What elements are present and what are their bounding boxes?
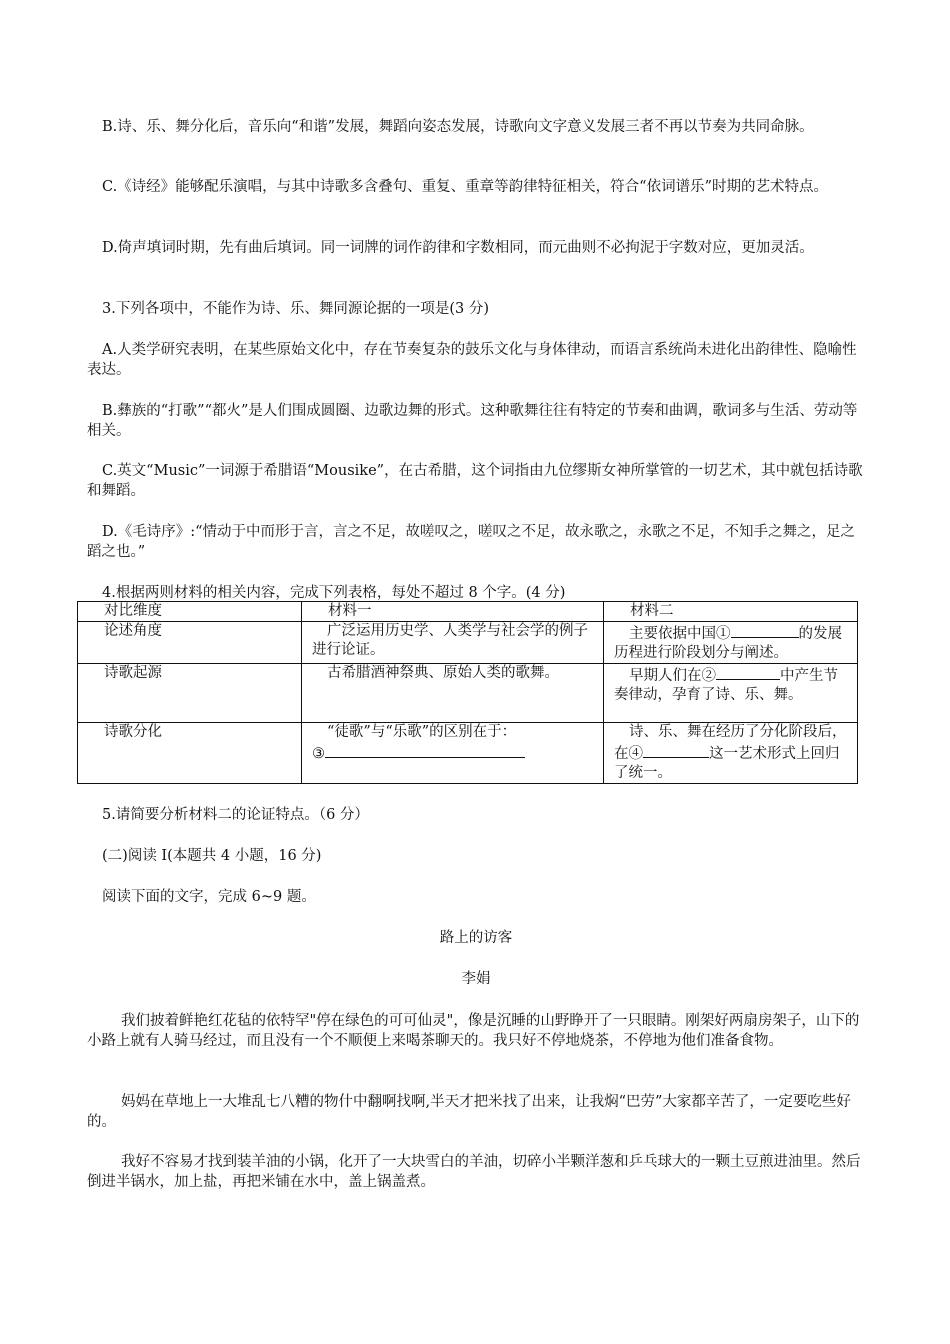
option-d: D.倚声填词时期，先有曲后填词。同一词牌的词作韵律和字数相同，而元曲则不必拘泥于字数对应，更加灵活。: [102, 240, 814, 256]
cell-text: 诗、乐、舞在经历了分化阶段后，在④: [614, 724, 847, 762]
table-cell-material-1: [302, 723, 604, 784]
table-row: [78, 723, 858, 784]
question-3-option-b: B.彝族的“打歌”“都火”是人们围成圆圈、边歌边舞的形式。这种歌舞往往有特定的节奏和曲调，歌词多与生活、劳动等相关。: [87, 403, 858, 439]
question-3-option-c: C.英文“Music”一词源于希腊语“Mousike”，在古希腊，这个词指由九位缪斯女神所掌管的一切艺术，其中就包括诗歌和舞蹈。: [87, 463, 863, 499]
story-paragraph: 我们披着鲜艳红花毡的依特罕"停在绿色的可可仙灵"，像是沉睡的山野睁开了一只眼睛。刚架好两扇房架子，山下的小路上就有人骑马经过，而且没有一个不顺便上来喝茶聊天的。我只好不停地烧茶，不停地为他们准备食物。: [87, 1013, 860, 1049]
cell-text: 早期人们在②: [629, 668, 716, 684]
table-cell-material-2: [604, 664, 858, 723]
question-5: 5.请简要分析材料二的论证特点。（6 分）: [102, 807, 369, 823]
cell-text: 的发展历程进行阶段划分与阐述。: [614, 626, 842, 661]
table-row: [78, 622, 858, 664]
table-header-row: [78, 602, 858, 622]
question-3-stem: 3.下列各项中，不能作为诗、乐、舞同源论据的一项是(3 分): [102, 301, 489, 317]
answer-blank-4[interactable]: [643, 742, 709, 758]
table-header-cell: 材料二: [604, 602, 858, 622]
cell-text: 中产生节奏律动，孕育了诗、乐、舞。: [614, 668, 838, 703]
table-cell-material-2: [604, 622, 858, 664]
option-b: B.诗、乐、舞分化后，音乐向“和谐”发展，舞蹈向姿态发展，诗歌向文字意义发展三者不再以节奏为共同命脉。: [102, 119, 814, 135]
cell-text: ③: [312, 746, 325, 762]
story-paragraph: 我好不容易才找到装羊油的小锅，化开了一大块雪白的羊油，切碎小半颗洋葱和乒乓球大的一颗土豆煎进油里。然后倒进半锅水，加上盐，再把米铺在水中，盖上锅盖煮。: [87, 1154, 861, 1190]
reading-instruction: 阅读下面的文字，完成 6~9 题。: [102, 889, 316, 905]
cell-text: 这一艺术形式上回归了统一。: [614, 746, 840, 781]
table-header-cell: 材料一: [302, 602, 604, 622]
story-title: 路上的访客: [439, 930, 513, 946]
story-author: 李娟: [461, 971, 491, 987]
table-header-cell: 对比维度: [78, 602, 302, 622]
answer-blank-1[interactable]: [731, 622, 799, 638]
table-cell-dimension: 论述角度: [78, 622, 302, 664]
table-cell-dimension: 诗歌分化: [78, 723, 302, 784]
table-cell-material-1: 古希腊酒神祭典、原始人类的歌舞。: [302, 664, 604, 723]
cell-text: “徒歌”与“乐歌”的区别在于：: [327, 724, 517, 740]
answer-blank-3[interactable]: [325, 742, 525, 758]
option-c: C.《诗经》能够配乐演唱，与其中诗歌多含叠句、重复、重章等韵律特征相关，符合“依词谱乐”时期的艺术特点。: [102, 179, 829, 195]
question-3-option-a: A.人类学研究表明，在某些原始文化中，存在节奏复杂的鼓乐文化与身体律动，而语言系统尚未进化出韵律性、隐喻性表达。: [87, 342, 857, 378]
table-cell-material-1: 广泛运用历史学、人类学与社会学的例子进行论证。: [302, 622, 604, 664]
comparison-table: [77, 601, 858, 784]
question-4-stem: 4.根据两则材料的相关内容，完成下列表格，每处不超过 8 个字。(4 分): [102, 585, 566, 601]
table-cell-dimension: 诗歌起源: [78, 664, 302, 723]
question-3-option-d: D.《毛诗序》:“情动于中而形于言，言之不足，故嗟叹之，嗟叹之不足，故永歌之，永歌之不足，不知手之舞之，足之蹈之也。”: [87, 524, 856, 560]
story-paragraph: 妈妈在草地上一大堆乱七八糟的物什中翻啊找啊,半天才把米找了出来，让我焖“巴劳”大家都辛苦了，一定要吃些好的。: [87, 1094, 851, 1130]
answer-blank-2[interactable]: [716, 664, 780, 680]
cell-text: 主要依据中国①: [629, 626, 731, 642]
table-row: [78, 664, 858, 723]
table-cell-material-2: [604, 723, 858, 784]
section-heading: (二)阅读 I(本题共 4 小题，16 分): [102, 848, 322, 864]
